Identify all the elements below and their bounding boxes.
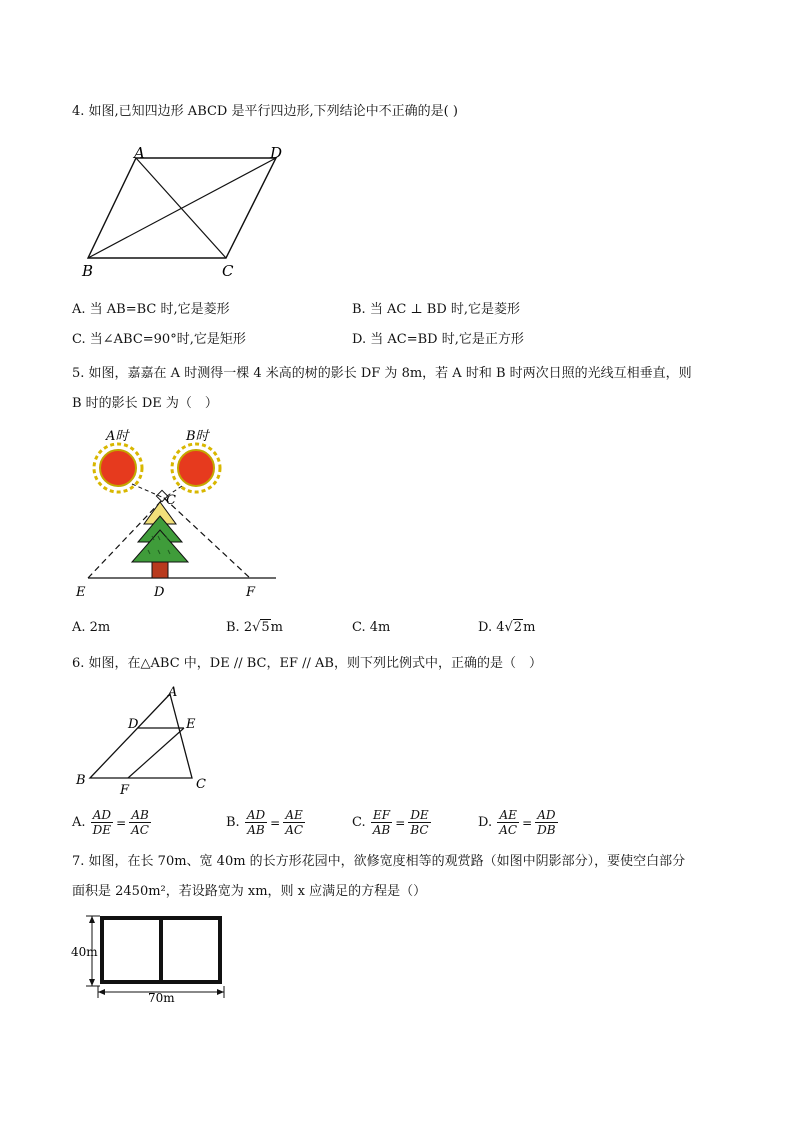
q5-label-sun-b: B时 xyxy=(186,429,209,444)
q5-option-d-prefix: D. 4 xyxy=(478,620,505,635)
frac-numerator: AD xyxy=(91,808,113,823)
q6-option-c-label: C. xyxy=(352,815,366,830)
q6-option-a-frac2 xyxy=(129,808,151,837)
q7-stem-line2: 面积是 2450m²，若设路宽为 xm，则 x 应满足的方程是（） xyxy=(72,884,427,899)
sqrt-icon: √ xyxy=(504,620,513,635)
q4-label-a: A xyxy=(134,144,145,162)
sun-b-icon xyxy=(172,444,220,492)
q4-diagonal-bd xyxy=(88,158,276,258)
q4-option-a[interactable]: A. 当 AB=BC 时,它是菱形 xyxy=(72,302,230,317)
q6-label-c: C xyxy=(196,777,206,792)
frac-numerator: AE xyxy=(283,808,305,823)
q7-garden-figure xyxy=(70,910,240,1010)
q4-label-d: D xyxy=(270,144,283,162)
q5-stem-line2: B 时的影长 DE 为（ ） xyxy=(72,396,218,411)
frac-denominator: DB xyxy=(537,823,556,837)
q6-label-d: D xyxy=(128,717,139,732)
q5-stem-line1: 5. 如图，嘉嘉在 A 时测得一棵 4 米高的树的影长 DF 为 8m，若 A 时和 B 时两次日照的光线互相垂直，则 xyxy=(72,366,692,381)
q7-stem-line1: 7. 如图，在长 70m、宽 40m 的长方形花园中，欲修宽度相等的观赏路（如图中阴影部分），要使空白部分 xyxy=(72,854,686,869)
q4-label-b: B xyxy=(82,262,94,280)
q7-label-width: 70m xyxy=(148,991,175,1005)
frac-numerator: EF xyxy=(371,808,392,823)
q4-label-c: C xyxy=(222,262,234,280)
q6-option-d[interactable] xyxy=(478,808,559,837)
frac-denominator: AB xyxy=(247,823,265,837)
frac-numerator: AD xyxy=(246,808,266,822)
q5-option-b-radicand: 5 xyxy=(261,620,270,635)
q6-label-e: E xyxy=(186,717,196,732)
q6-triangle-figure xyxy=(72,684,222,798)
q6-option-a-label: A. xyxy=(72,815,86,830)
q6-option-b-frac1 xyxy=(245,808,267,837)
q6-option-d-label: D. xyxy=(478,815,493,830)
equals-sign: = xyxy=(116,815,127,830)
q6-option-c-frac1 xyxy=(371,808,392,837)
q5-label-sun-a: A时 xyxy=(106,429,129,444)
equals-sign: = xyxy=(270,815,281,830)
frac-denominator: AC xyxy=(285,823,304,837)
q6-option-b[interactable] xyxy=(226,808,306,837)
q6-option-d-frac1 xyxy=(497,808,519,837)
q4-option-b[interactable]: B. 当 AC ⊥ BD 时,它是菱形 xyxy=(352,302,521,317)
q6-option-c-frac2 xyxy=(408,808,430,837)
frac-denominator: AB xyxy=(372,823,391,837)
q5-option-d-unit: m xyxy=(523,620,536,635)
q6-option-a-frac1 xyxy=(91,808,113,837)
equals-sign: = xyxy=(395,815,406,830)
q6-option-b-frac2 xyxy=(283,808,305,837)
q7-label-height: 40m xyxy=(71,945,98,959)
q6-option-c[interactable] xyxy=(352,808,432,837)
q6-label-b: B xyxy=(76,773,86,788)
q6-segment-ef xyxy=(128,728,184,778)
q4-parallelogram-figure xyxy=(80,142,300,282)
q5-label-c: C xyxy=(166,493,176,508)
q5-option-b[interactable] xyxy=(226,618,283,638)
q5-label-d: D xyxy=(154,585,165,600)
q5-option-a[interactable]: A. 2m xyxy=(72,620,111,635)
q6-label-a: A xyxy=(168,685,178,700)
q5-label-f: F xyxy=(246,585,256,600)
q5-option-b-prefix: B. 2 xyxy=(226,620,253,635)
q5-option-d-radicand: 2 xyxy=(513,620,523,635)
q6-label-f: F xyxy=(120,783,130,798)
frac-numerator: AE xyxy=(497,808,519,823)
q6-triangle-abc xyxy=(90,694,192,778)
sqrt-icon: √ xyxy=(252,620,261,635)
frac-denominator: AC xyxy=(499,823,518,837)
frac-denominator: DE xyxy=(92,823,112,837)
frac-numerator: AB xyxy=(129,808,151,823)
frac-numerator: AD xyxy=(535,808,557,823)
frac-denominator: BC xyxy=(410,823,429,837)
q4-option-c[interactable]: C. 当∠ABC=90°时,它是矩形 xyxy=(72,332,246,347)
frac-denominator: AC xyxy=(131,823,149,837)
q5-option-b-unit: m xyxy=(270,620,283,635)
q5-ray-a xyxy=(132,484,164,498)
q6-stem: 6. 如图，在△ABC 中，DE // BC，EF // AB，则下列比例式中，正确的是（ ） xyxy=(72,656,542,671)
frac-numerator: DE xyxy=(410,808,429,822)
q4-option-d[interactable]: D. 当 AC=BD 时,它是正方形 xyxy=(352,332,524,347)
q4-stem: 4. 如图,已知四边形 ABCD 是平行四边形,下列结论中不正确的是( ) xyxy=(72,104,458,119)
tree-icon xyxy=(132,502,188,578)
q6-option-b-label: B. xyxy=(226,815,240,830)
q6-option-a[interactable] xyxy=(72,808,152,837)
q6-option-d-frac2 xyxy=(535,808,557,837)
q5-option-d[interactable] xyxy=(478,618,535,638)
q5-option-c[interactable]: C. 4m xyxy=(352,620,391,635)
q5-label-e: E xyxy=(76,585,86,600)
equals-sign: = xyxy=(522,815,533,830)
q5-tree-shadow-figure xyxy=(72,424,282,604)
